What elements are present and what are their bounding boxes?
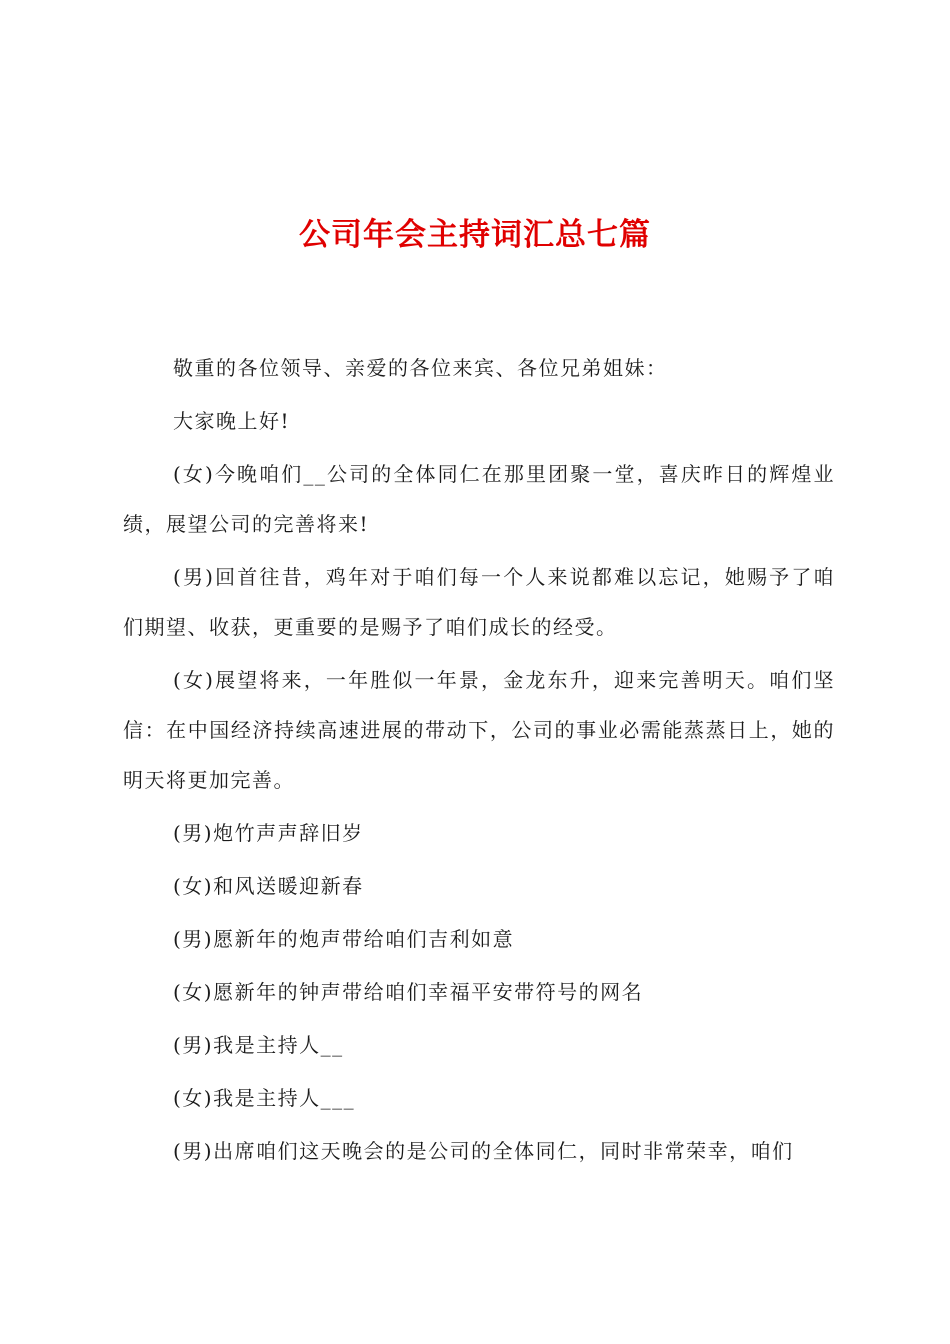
paragraph: (女)愿新年的钟声带给咱们幸福平安带符号的网名	[173, 980, 644, 1004]
paragraph: (女)展望将来，一年胜似一年景，金龙东升，迎来完善明天。咱们坚信：在中国经济持续高速进展的带动下，公司的事业必需能蒸蒸日上，她的明天将更加完善。	[123, 668, 835, 792]
paragraph: (男)出席咱们这天晚会的是公司的全体同仁，同时非常荣幸，咱们	[173, 1139, 794, 1163]
paragraph: (女)和风送暖迎新春	[173, 874, 364, 898]
paragraph: (男)我是主持人__	[173, 1033, 344, 1057]
paragraph: (女)今晚咱们__公司的全体同仁在那里团聚一堂，喜庆昨日的辉煌业绩，展望公司的完善将来!	[123, 462, 835, 536]
paragraph: (女)我是主持人___	[173, 1086, 356, 1110]
paragraph: (男)回首往昔，鸡年对于咱们每一个人来说都难以忘记，她赐予了咱们期望、收获，更重要的是赐予了咱们成长的经受。	[123, 565, 835, 639]
document-title: 公司年会主持词汇总七篇	[299, 217, 651, 253]
paragraph: 大家晚上好!	[173, 409, 291, 433]
paragraph: (男)炮竹声声辞旧岁	[173, 821, 364, 845]
document-body	[123, 343, 835, 1179]
paragraph: (男)愿新年的炮声带给咱们吉利如意	[173, 927, 515, 951]
paragraph: 敬重的各位领导、亲爱的各位来宾、各位兄弟姐妹：	[173, 356, 668, 380]
